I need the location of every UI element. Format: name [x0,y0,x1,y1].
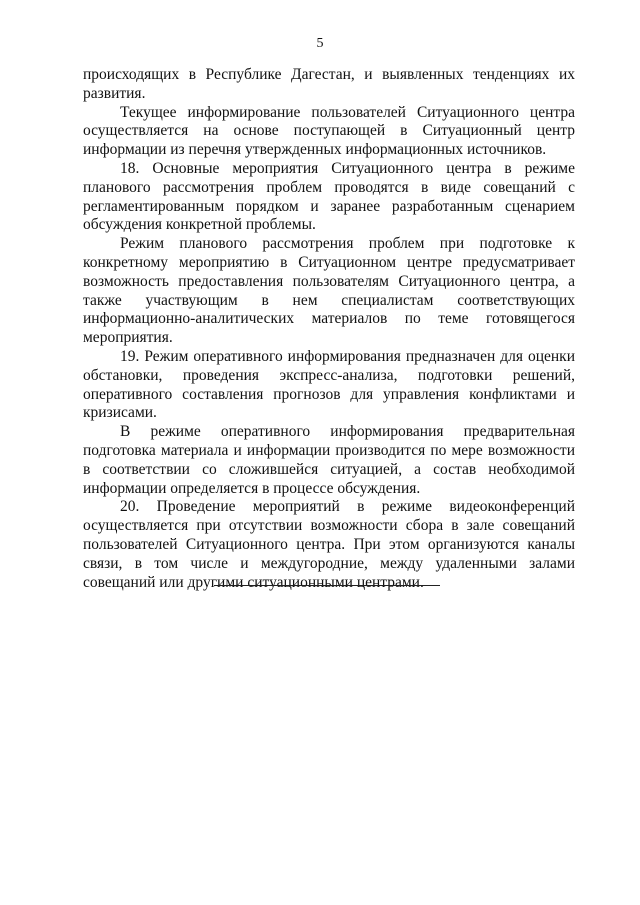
paragraph-item-20: 20. Проведение мероприятий в режиме видеоконференций осуществляется при отсутствии возможности сбора в зале совещаний пользователей Ситуационного центра. При этом организуются каналы связи, в том числе и междугородние, между удаленными залами совещаний или другими ситуационными центрами. [83,498,575,591]
paragraph-current-informing: Текущее информирование пользователей Ситуационного центра осуществляется на основе поступающей в Ситуационный центр информации из перечня утвержденных информационных источников. [83,103,575,159]
paragraph-operational-informing: В режиме оперативного информирования предварительная подготовка материала и информации производится по мере возможности в соответствии со сложившейся ситуацией, а состав необходимой информации определяется в процессе обсуждения. [83,423,575,497]
paragraph-item-19: 19. Режим оперативного информирования предназначен для оценки обстановки, проведения экспресс-анализа, подготовки решений, оперативного составления прогнозов для управления конфликтами и кризисами. [83,347,575,422]
paragraph-item-18: 18. Основные мероприятия Ситуационного центра в режиме планового рассмотрения проблем проводятся в виде совещаний с регламентированным порядком и заранее разработанным сценарием обсуждения конкретной проблемы. [83,159,575,234]
end-divider-line [214,585,440,586]
document-body [83,66,575,592]
paragraph-planned-review-mode: Режим планового рассмотрения проблем при подготовке к конкретному мероприятию в Ситуационном центре предусматривает возможность предоставления пользователям Ситуационного центра, а также участвующим в нем специалистам соответствующих информационно-аналитических материалов по теме готовящегося мероприятия. [83,235,575,347]
page-number: 5 [316,36,324,51]
paragraph-continuation: происходящих в Республике Дагестан, и выявленных тенденциях их развития. [83,66,575,102]
